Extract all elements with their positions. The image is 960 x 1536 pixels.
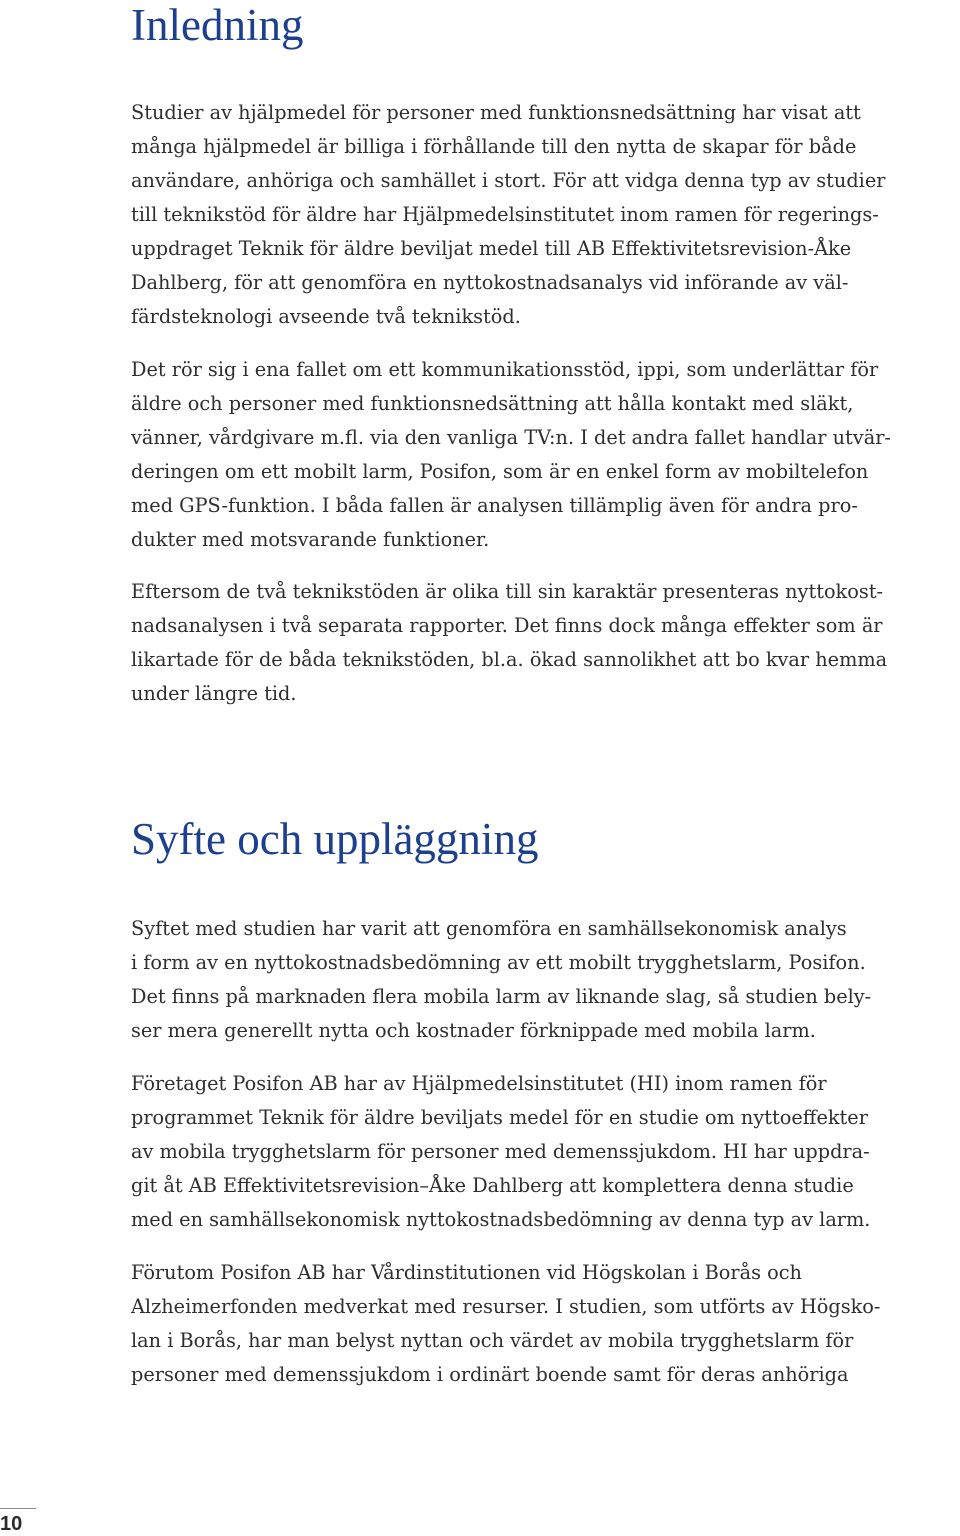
- text-line: med GPS-funktion. I båda fallen är analysen tillämplig även för andra pro-: [131, 494, 858, 517]
- text-line: vänner, vårdgivare m.fl. via den vanliga TV:n. I det andra fallet handlar utvär-: [131, 426, 891, 449]
- text-line: nadsanalysen i två separata rapporter. Det finns dock många effekter som är: [131, 614, 883, 637]
- paragraph: [131, 912, 931, 1048]
- text-line: likartade för de båda teknikstöden, bl.a. ökad sannolikhet att bo kvar hemma: [131, 648, 888, 671]
- section-heading-inledning: Inledning: [131, 0, 304, 50]
- text-line: personer med demenssjukdom i ordinärt boende samt för deras anhöriga: [131, 1363, 849, 1386]
- section-heading-syfte: Syfte och uppläggning: [131, 814, 539, 864]
- text-line: Studier av hjälpmedel för personer med funktionsnedsättning har visat att: [131, 101, 861, 124]
- text-line: deringen om ett mobilt larm, Posifon, som är en enkel form av mobiltelefon: [131, 460, 869, 483]
- text-line: äldre och personer med funktionsnedsättning att hålla kontakt med släkt,: [131, 392, 854, 415]
- text-line: git åt AB Effektivitetsrevision–Åke Dahlberg att komplettera denna studie: [131, 1174, 854, 1197]
- text-line: många hjälpmedel är billiga i förhållande till den nytta de skapar för både: [131, 135, 857, 158]
- text-line: Syftet med studien har varit att genomföra en samhällsekonomisk analys: [131, 917, 847, 940]
- text-line: Det finns på marknaden flera mobila larm av liknande slag, så studien bely-: [131, 985, 872, 1008]
- text-line: ser mera generellt nytta och kostnader förknippade med mobila larm.: [131, 1019, 816, 1042]
- paragraph: [131, 1256, 931, 1392]
- paragraph: [131, 353, 931, 557]
- footer-divider: [0, 1508, 36, 1509]
- text-line: användare, anhöriga och samhället i stort. För att vidga denna typ av studier: [131, 169, 886, 192]
- text-line: Förutom Posifon AB har Vårdinstitutionen vid Högskolan i Borås och: [131, 1261, 802, 1284]
- text-line: programmet Teknik för äldre beviljats medel för en studie om nyttoeffekter: [131, 1106, 868, 1129]
- text-line: dukter med motsvarande funktioner.: [131, 528, 490, 551]
- text-line: med en samhällsekonomisk nyttokostnadsbedömning av denna typ av larm.: [131, 1208, 871, 1231]
- text-line: Alzheimerfonden medverkat med resurser. I studien, som utförts av Högsko-: [131, 1295, 881, 1318]
- text-line: av mobila trygghetslarm för personer med demenssjukdom. HI har uppdra-: [131, 1140, 870, 1163]
- text-line: till teknikstöd för äldre har Hjälpmedelsinstitutet inom ramen för regerings-: [131, 203, 879, 226]
- text-line: Det rör sig i ena fallet om ett kommunikationsstöd, ippi, som underlättar för: [131, 358, 879, 381]
- text-line: uppdraget Teknik för äldre beviljat medel till AB Effektivitetsrevision-Åke: [131, 237, 852, 260]
- text-line: under längre tid.: [131, 682, 297, 705]
- paragraph: [131, 1067, 931, 1237]
- text-line: Dahlberg, för att genomföra en nyttokostnadsanalys vid införande av väl-: [131, 271, 849, 294]
- text-line: färdsteknologi avseende två teknikstöd.: [131, 305, 521, 328]
- text-line: lan i Borås, har man belyst nyttan och värdet av mobila trygghetslarm för: [131, 1329, 854, 1352]
- text-line: Företaget Posifon AB har av Hjälpmedelsinstitutet (HI) inom ramen för: [131, 1072, 827, 1095]
- text-line: i form av en nyttokostnadsbedömning av ett mobilt trygghetslarm, Posifon.: [131, 951, 866, 974]
- paragraph: [131, 575, 931, 711]
- page-number: 10: [0, 1513, 23, 1535]
- paragraph: [131, 96, 931, 334]
- text-line: Eftersom de två teknikstöden är olika till sin karaktär presenteras nyttokost-: [131, 580, 884, 603]
